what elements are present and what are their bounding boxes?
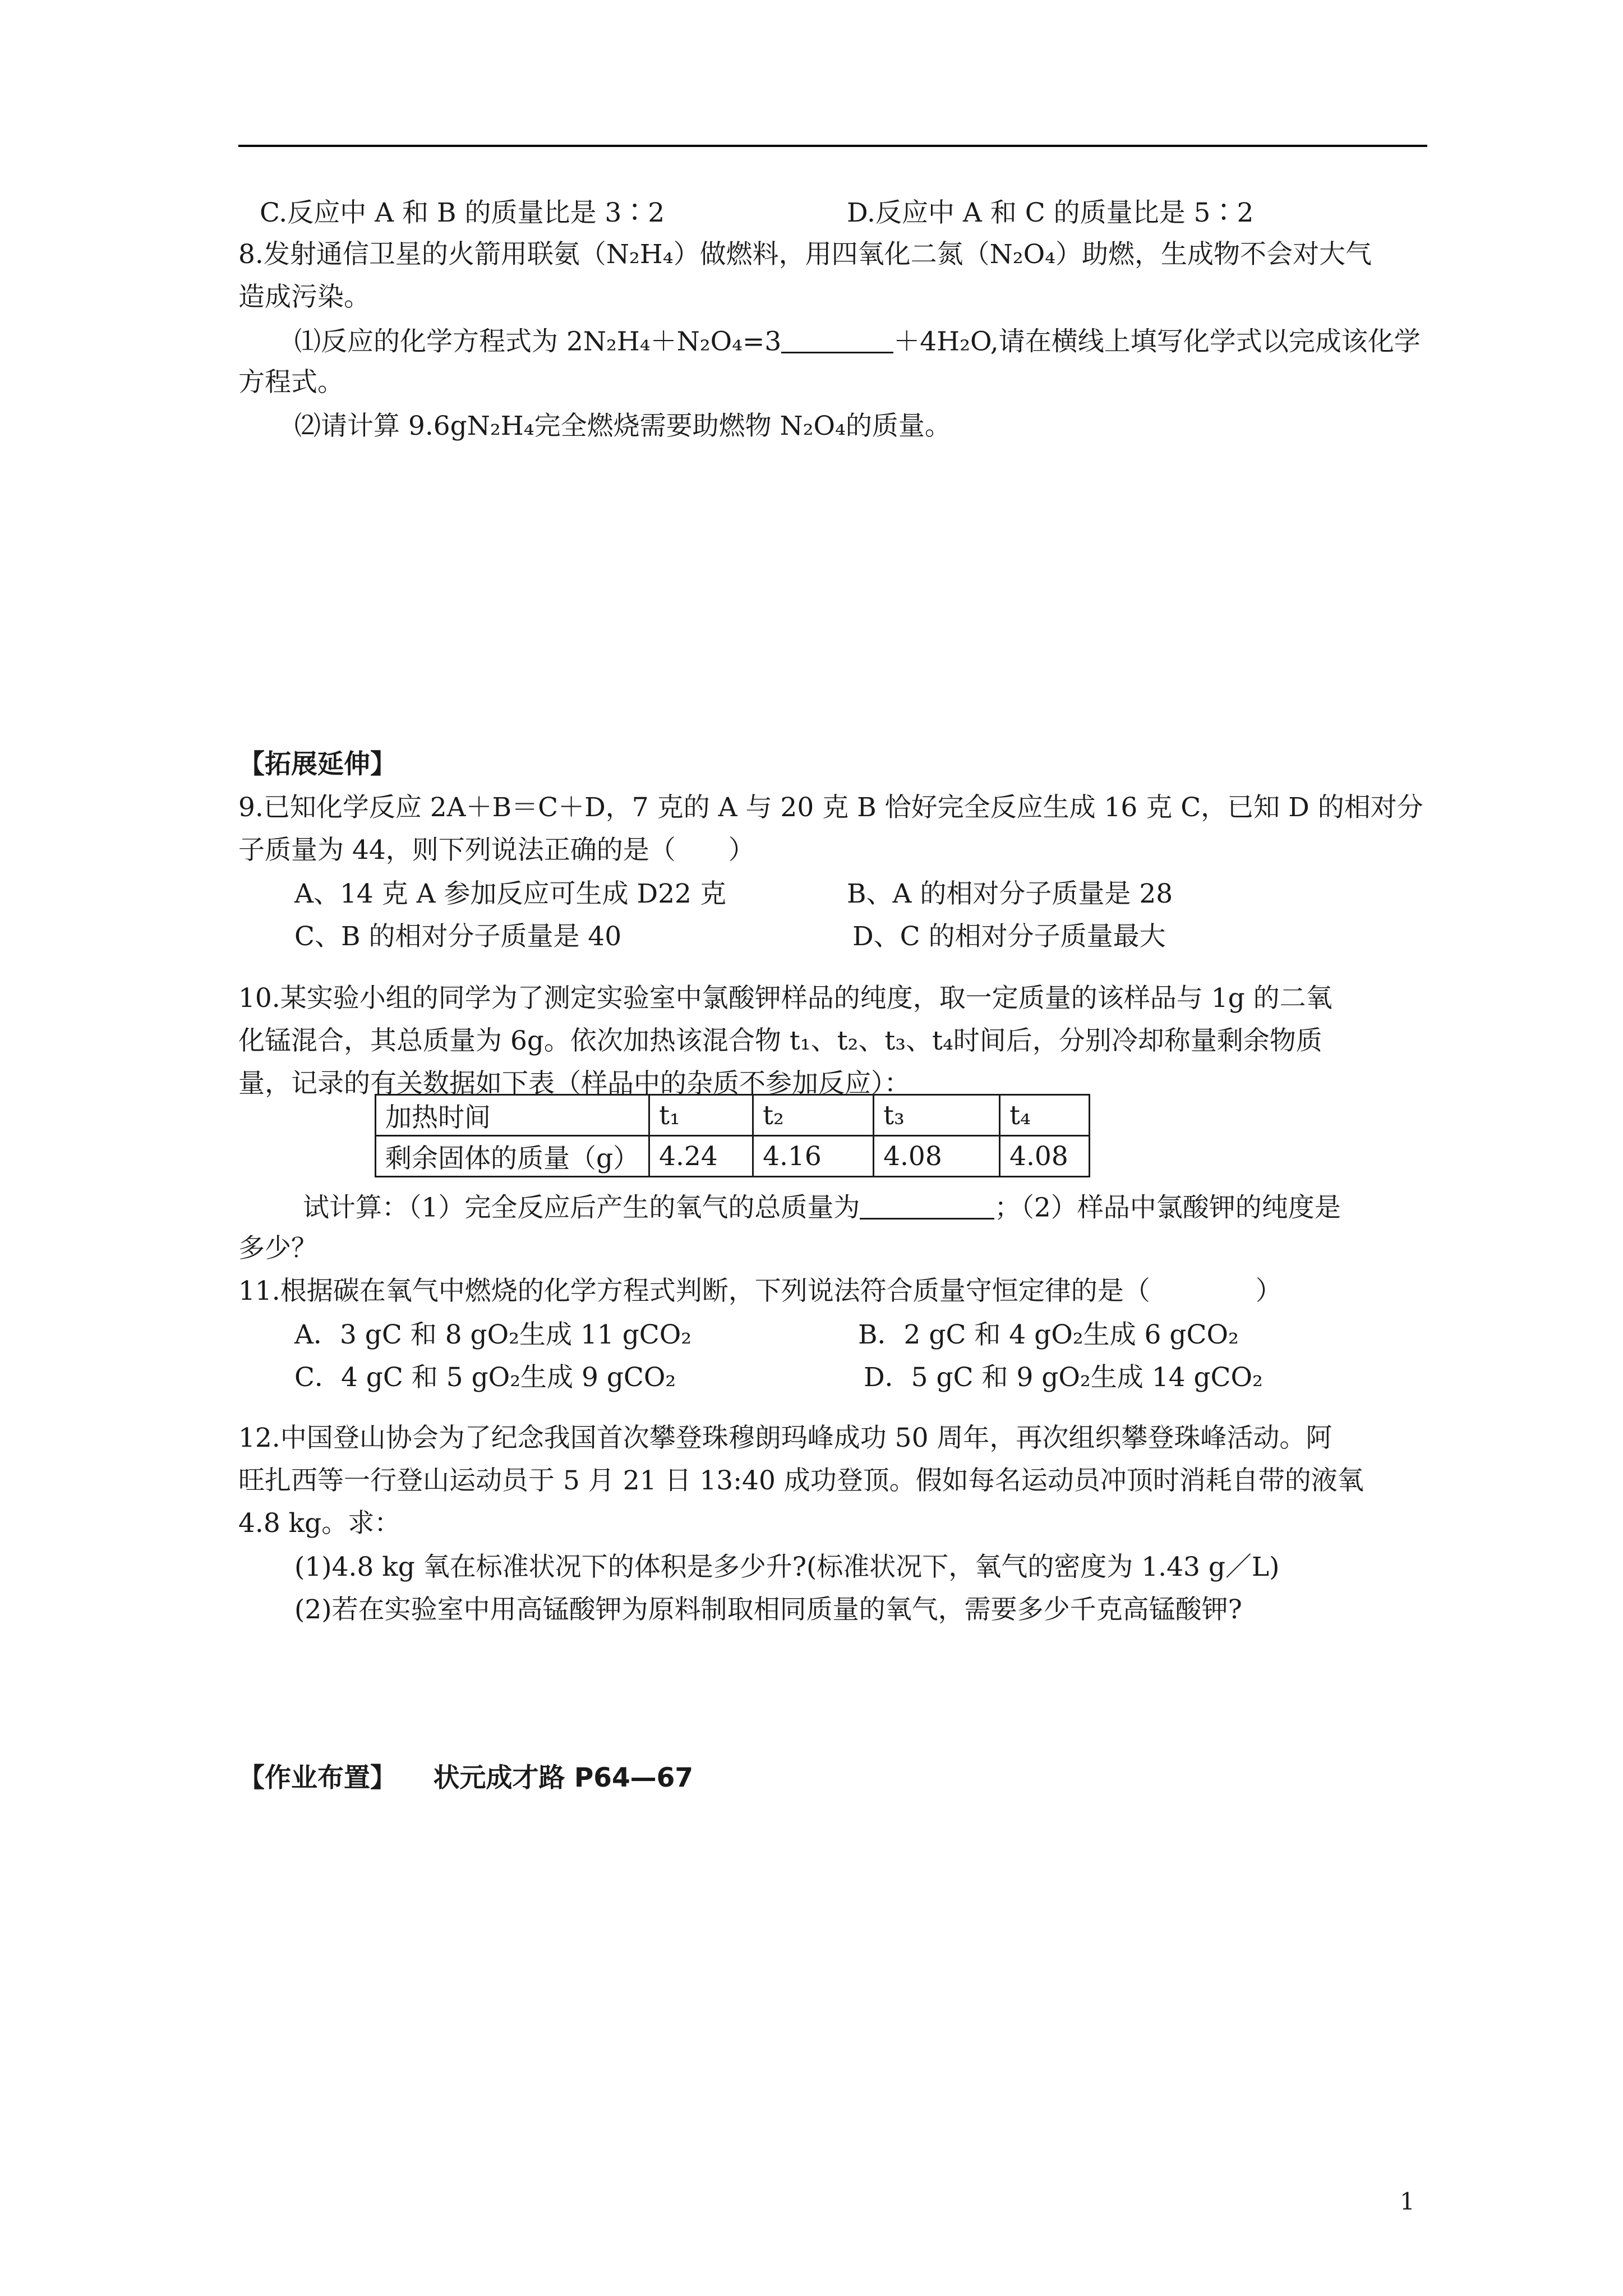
q12-part1: (1)4.8 kg 氧在标准状况下的体积是多少升?(标准状况下，氧气的密度为 1.43 g／L) (294, 1552, 1280, 1582)
page-number: 1 (1400, 2188, 1415, 2215)
q8-answer-blank[interactable] (781, 325, 893, 353)
q9-option-d: D、C 的相对分子质量最大 (852, 921, 1166, 952)
table-cell-t4: t₄ (1000, 1095, 1090, 1136)
section-heading-extend: 【拓展延伸】 (238, 749, 396, 780)
table-cell-m3: 4.08 (874, 1136, 1000, 1177)
q8-part1 (294, 325, 1421, 358)
q7-option-d: D.反应中 A 和 C 的质量比是 5∶2 (847, 197, 1254, 228)
q10-stem-line2: 化锰混合，其总质量为 6g。依次加热该混合物 t₁、t₂、t₃、t₄时间后，分别冷却称量剩余物质 (238, 1025, 1322, 1056)
q10-calc-suffix: ；（2）样品中氯酸钾的纯度是 (994, 1192, 1341, 1223)
q11-option-b: B．2 gC 和 4 gO₂生成 6 gCO₂ (858, 1319, 1239, 1350)
q9-stem-line1: 9.已知化学反应 2A＋B＝C＋D，7 克的 A 与 20 克 B 恰好完全反应生成 16 克 C，已知 D 的相对分 (238, 792, 1423, 823)
q9-option-c: C、B 的相对分子质量是 40 (294, 921, 622, 952)
q9-stem-line2: 子质量为 44，则下列说法正确的是（ ） (238, 835, 755, 866)
q11-option-d: D．5 gC 和 9 gO₂生成 14 gCO₂ (864, 1362, 1263, 1393)
homework-label: 【作业布置】 (238, 1763, 396, 1793)
q8-part2: ⑵请计算 9.6gN₂H₄完全燃烧需要助燃物 N₂O₄的质量。 (294, 411, 951, 441)
q8-part1-cont: 方程式。 (238, 367, 344, 398)
q10-data-table (375, 1094, 1090, 1177)
q8-stem-line1: 8.发射通信卫星的火箭用联氨（N₂H₄）做燃料，用四氧化二氮（N₂O₄）助燃，生成物不会对大气 (238, 239, 1372, 270)
homework-section (238, 1763, 693, 1794)
q10-calc-prefix: 试计算：（1）完全反应后产生的氧气的总质量为 (303, 1192, 860, 1223)
table-cell-t2: t₂ (753, 1095, 874, 1136)
table-header-time: 加热时间 (376, 1095, 649, 1136)
table-cell-t3: t₃ (874, 1095, 1000, 1136)
homework-text: 状元成才路 P64—67 (433, 1763, 694, 1793)
q9-option-a: A、14 克 A 参加反应可生成 D22 克 (294, 878, 726, 909)
q12-part2: (2)若在实验室中用高锰酸钾为原料制取相同质量的氧气，需要多少千克高锰酸钾? (294, 1594, 1242, 1625)
q8-part1-prefix: ⑴反应的化学方程式为 2N₂H₄＋N₂O₄=3 (294, 326, 782, 357)
q9-option-b: B、A 的相对分子质量是 28 (847, 878, 1173, 909)
table-cell-t1: t₁ (649, 1095, 753, 1136)
table-cell-m1: 4.24 (649, 1136, 753, 1177)
q10-stem-line1: 10.某实验小组的同学为了测定实验室中氯酸钾样品的纯度，取一定质量的该样品与 1g 的二氧 (238, 983, 1332, 1014)
q7-option-c: C.反应中 A 和 B 的质量比是 3∶2 (260, 197, 665, 228)
q10-calc (303, 1191, 1341, 1224)
table-row (376, 1095, 1090, 1136)
q8-stem-line2: 造成污染。 (238, 282, 370, 312)
table-row (376, 1136, 1090, 1177)
q11-stem: 11.根据碳在氧气中燃烧的化学方程式判断，下列说法符合质量守恒定律的是（ ） (238, 1276, 1282, 1306)
q10-calc-cont: 多少？ (238, 1233, 317, 1264)
table-cell-m4: 4.08 (1000, 1136, 1090, 1177)
q12-stem-line3: 4.8 kg。求： (238, 1508, 401, 1539)
q10-answer-blank[interactable] (860, 1191, 994, 1220)
table-cell-m2: 4.16 (753, 1136, 874, 1177)
q12-stem-line2: 旺扎西等一行登山运动员于 5 月 21 日 13:40 成功登顶。假如每名运动员冲顶时消耗自带的液氧 (238, 1465, 1364, 1496)
q11-option-c: C．4 gC 和 5 gO₂生成 9 gCO₂ (294, 1362, 676, 1393)
q11-option-a: A．3 gC 和 8 gO₂生成 11 gCO₂ (294, 1319, 692, 1350)
q10-stem-line3: 量，记录的有关数据如下表（样品中的杂质不参加反应）： (238, 1068, 911, 1099)
q12-stem-line1: 12.中国登山协会为了纪念我国首次攀登珠穆朗玛峰成功 50 周年，再次组织攀登珠峰活动。阿 (238, 1423, 1332, 1453)
header-rule (238, 145, 1427, 147)
q8-part1-suffix: ＋4H₂O,请在横线上填写化学式以完成该化学 (893, 326, 1421, 357)
table-header-mass: 剩余固体的质量（g） (376, 1136, 649, 1177)
